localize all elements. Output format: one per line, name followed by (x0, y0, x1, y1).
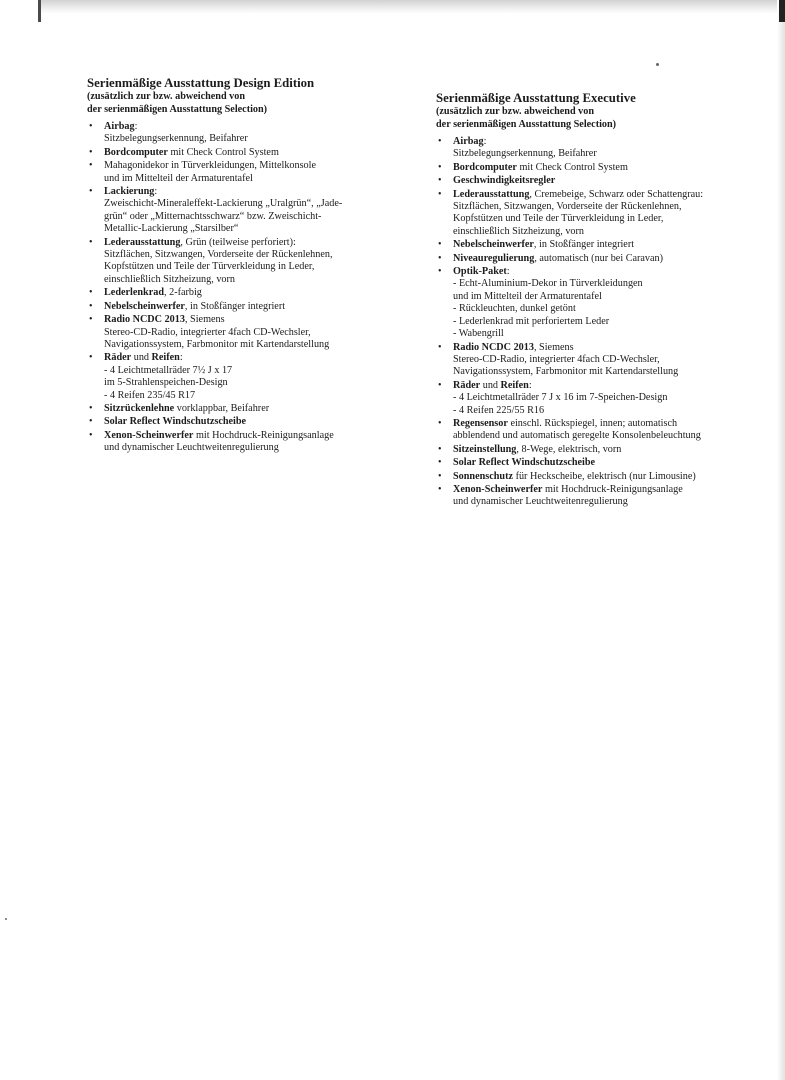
item-heading: Xenon-Scheinwerfer (104, 429, 194, 441)
item-first-line (453, 266, 746, 278)
item-first-line (104, 430, 387, 442)
scan-right-shadow (777, 0, 785, 1080)
bullet-icon: • (438, 457, 442, 469)
list-item (87, 301, 387, 313)
item-heading: Regensensor (453, 417, 508, 429)
item-first-line (453, 189, 746, 201)
item-heading: Bordcomputer (104, 146, 168, 158)
bullet-icon: • (438, 483, 442, 495)
item-text: und (131, 352, 152, 364)
item-heading: Optik-Paket (453, 266, 507, 278)
list-item (87, 186, 387, 236)
item-first-line (104, 147, 387, 159)
item-text: , 2-farbig (164, 287, 202, 299)
item-heading: Nebelscheinwerfer (104, 300, 185, 312)
item-text: , in Stoßfänger integriert (533, 239, 635, 251)
list-item (436, 136, 746, 161)
design-edition-title: Serienmäßige Ausstattung Design Edition (87, 76, 315, 90)
design-edition-list (87, 121, 387, 455)
item-heading: Reifen (500, 379, 529, 391)
item-first-line (104, 186, 387, 198)
item-text: , Siemens (184, 314, 225, 326)
item-heading: Solar Reflect Windschutzscheibe (104, 416, 247, 428)
scan-speck (5, 918, 7, 920)
item-detail-line: Sitzbelegungserkennung, Beifahrer (104, 133, 248, 145)
list-item (436, 162, 746, 174)
item-detail-line: und dynamischer Leuchtweitenregulierung (453, 496, 628, 508)
item-text: : (154, 186, 158, 198)
executive-column (436, 91, 746, 510)
executive-subtitle-line-2: der serienmäßigen Ausstattung Selection) (436, 118, 617, 130)
item-first-line (104, 237, 387, 249)
list-item (87, 160, 387, 185)
item-heading: Xenon-Scheinwerfer (453, 483, 543, 495)
item-first-line (104, 403, 387, 415)
item-detail-line: abblendend und automatisch geregelte Konsolenbeleuchtung (453, 430, 701, 442)
item-text: vorklappbar, Beifahrer (174, 402, 270, 414)
item-heading: Räder (453, 379, 481, 391)
item-text: einschl. Rückspiegel, innen; automatisch (507, 417, 678, 429)
bullet-icon: • (438, 341, 442, 353)
item-heading: Niveauregulierung (453, 252, 535, 264)
item-detail-line: Zweischicht-Mineraleffekt-Lackierung „Uralgrün“, „Jade- (104, 198, 343, 210)
item-heading: Lederausstattung (453, 188, 530, 200)
scan-top-shadow (40, 0, 785, 14)
item-text: und (480, 379, 501, 391)
bullet-icon: • (438, 161, 442, 173)
list-item (87, 352, 387, 402)
item-text: , in Stoßfänger integriert (184, 300, 286, 312)
scan-edge-mark-right (779, 0, 785, 22)
bullet-icon: • (89, 314, 93, 326)
item-text: , Cremebeige, Schwarz oder Schattengrau: (529, 188, 704, 200)
item-detail-line: - 4 Leichtmetallräder 7 J x 16 im 7-Speichen-Design (453, 392, 668, 404)
item-first-line (104, 287, 387, 299)
item-first-line (104, 121, 387, 133)
item-heading: Radio NCDC 2013 (453, 341, 534, 353)
item-detail-line: Kopfstützen und Teile der Türverkleidung in Leder, (104, 261, 315, 273)
item-text: , automatisch (nur bei Caravan) (534, 252, 664, 264)
item-text: : (506, 266, 510, 278)
item-text: mit Check Control System (516, 161, 628, 173)
list-item (87, 287, 387, 299)
item-detail-line: - 4 Reifen 225/55 R16 (453, 404, 545, 416)
item-first-line (453, 457, 746, 469)
bullet-icon: • (438, 417, 442, 429)
item-detail-line: und im Mittelteil der Armaturentafel (453, 290, 602, 302)
item-detail-line: Navigationssystem, Farbmonitor mit Kartendarstellung (453, 366, 679, 378)
item-first-line (453, 471, 746, 483)
item-heading: Sitzrückenlehne (104, 402, 175, 414)
bullet-icon: • (89, 416, 93, 428)
item-text: : (179, 352, 183, 364)
list-item (436, 239, 746, 251)
list-item (436, 175, 746, 187)
item-text: , Grün (teilweise perforiert): (180, 236, 296, 248)
list-item (87, 237, 387, 287)
list-item (436, 418, 746, 443)
item-heading: Lackierung (104, 186, 155, 198)
design-edition-subtitle-line-1: (zusätzlich zur bzw. abweichend von (87, 91, 246, 102)
bullet-icon: • (89, 429, 93, 441)
item-detail-line: und dynamischer Leuchtweitenregulierung (104, 442, 279, 454)
item-text: : (528, 379, 532, 391)
item-heading: Airbag (453, 136, 484, 147)
item-first-line (453, 484, 746, 496)
list-item (436, 189, 746, 239)
bullet-icon: • (438, 252, 442, 264)
item-detail-line: Stereo-CD-Radio, integrierter 4fach CD-Wechsler, (104, 326, 311, 338)
design-edition-subtitle-line-2: der serienmäßigen Ausstattung Selection) (87, 103, 268, 115)
list-item (87, 416, 387, 428)
list-item (436, 253, 746, 265)
list-item (87, 314, 387, 351)
item-heading: Räder (104, 352, 132, 364)
item-text: Mahagonidekor in Türverkleidungen, Mittelkonsole (104, 160, 317, 172)
item-heading: Airbag (104, 121, 135, 132)
bullet-icon: • (89, 121, 93, 132)
item-first-line (104, 160, 387, 172)
executive-list (436, 136, 746, 509)
scan-edge-mark-left (38, 0, 41, 22)
list-item (436, 457, 746, 469)
item-detail-line: und im Mittelteil der Armaturentafel (104, 172, 253, 184)
scan-speck (656, 63, 659, 66)
item-first-line (104, 301, 387, 313)
item-first-line (453, 239, 746, 251)
bullet-icon: • (89, 352, 93, 364)
bullet-icon: • (438, 175, 442, 187)
bullet-icon: • (89, 146, 93, 158)
item-detail-line: - 4 Leichtmetallräder 7½ J x 17 (104, 364, 233, 376)
item-text: mit Hochdruck-Reinigungsanlage (193, 429, 334, 441)
item-text: für Heckscheibe, elektrisch (nur Limousine) (513, 470, 696, 482)
item-detail-line: einschließlich Sitzheizung, vorn (453, 225, 584, 237)
item-heading: Reifen (151, 352, 180, 364)
item-detail-line: grün“ oder „Mitternachtsschwarz“ bzw. Zweischicht- (104, 210, 322, 222)
item-first-line (104, 314, 387, 326)
bullet-icon: • (438, 470, 442, 482)
item-first-line (453, 444, 746, 456)
list-item (436, 380, 746, 417)
item-heading: Radio NCDC 2013 (104, 314, 185, 326)
list-item (436, 471, 746, 483)
item-first-line (453, 175, 746, 187)
item-detail-line: Kopfstützen und Teile der Türverkleidung in Leder, (453, 213, 664, 225)
item-detail-line: einschließlich Sitzheizung, vorn (104, 273, 235, 285)
executive-subtitle-line-1: (zusätzlich zur bzw. abweichend von (436, 106, 595, 117)
list-item (87, 121, 387, 146)
item-detail-line: Navigationssystem, Farbmonitor mit Kartendarstellung (104, 338, 330, 350)
list-item (87, 430, 387, 455)
item-first-line (453, 342, 746, 354)
item-first-line (453, 136, 746, 148)
bullet-icon: • (438, 379, 442, 391)
item-heading: Sitzeinstellung (453, 443, 517, 455)
executive-title: Serienmäßige Ausstattung Executive (436, 91, 636, 105)
item-text: mit Check Control System (167, 146, 279, 158)
item-first-line (104, 352, 387, 364)
item-heading: Solar Reflect Windschutzscheibe (453, 457, 596, 469)
item-first-line (453, 380, 746, 392)
item-first-line (104, 416, 387, 428)
item-text: , 8-Wege, elektrisch, vorn (516, 443, 622, 455)
item-text: : (134, 121, 138, 132)
item-detail-line: Sitzflächen, Sitzwangen, Vorderseite der Rückenlehnen, (453, 201, 682, 213)
bullet-icon: • (89, 300, 93, 312)
list-item (436, 484, 746, 509)
bullet-icon: • (438, 188, 442, 200)
bullet-icon: • (438, 136, 442, 147)
bullet-icon: • (438, 239, 442, 251)
item-heading: Sonnenschutz (453, 470, 514, 482)
item-detail-line: - Echt-Aluminium-Dekor in Türverkleidungen (453, 278, 643, 290)
item-heading: Geschwindigkeitsregler (453, 175, 556, 187)
bullet-icon: • (438, 266, 442, 278)
item-detail-line: Sitzbelegungserkennung, Beifahrer (453, 148, 597, 160)
bullet-icon: • (89, 236, 93, 248)
item-detail-line: Sitzflächen, Sitzwangen, Vorderseite der Rückenlehnen, (104, 249, 333, 261)
item-detail-line: Metallic-Lackierung „Starsilber“ (104, 223, 239, 235)
item-detail-line: - Wabengrill (453, 328, 504, 340)
list-item (436, 342, 746, 379)
item-detail-line: - Lederlenkrad mit perforiertem Leder (453, 315, 610, 327)
bullet-icon: • (89, 287, 93, 299)
item-first-line (453, 162, 746, 174)
item-detail-line: im 5-Strahlenspeichen-Design (104, 377, 228, 389)
item-first-line (453, 253, 746, 265)
item-text: : (483, 136, 487, 147)
list-item (436, 444, 746, 456)
item-detail-line: Stereo-CD-Radio, integrierter 4fach CD-Wechsler, (453, 353, 660, 365)
item-text: mit Hochdruck-Reinigungsanlage (542, 483, 683, 495)
bullet-icon: • (89, 160, 93, 172)
item-heading: Lederausstattung (104, 236, 181, 248)
bullet-icon: • (89, 186, 93, 198)
bullet-icon: • (438, 443, 442, 455)
list-item (87, 147, 387, 159)
item-detail-line: - Rückleuchten, dunkel getönt (453, 303, 576, 315)
design-edition-column (87, 76, 387, 456)
list-item (87, 403, 387, 415)
item-detail-line: - 4 Reifen 235/45 R17 (104, 389, 196, 401)
bullet-icon: • (89, 402, 93, 414)
item-first-line (453, 418, 746, 430)
item-text: , Siemens (533, 341, 574, 353)
item-heading: Nebelscheinwerfer (453, 239, 534, 251)
item-heading: Bordcomputer (453, 161, 517, 173)
item-heading: Lederlenkrad (104, 287, 164, 299)
list-item (436, 266, 746, 340)
